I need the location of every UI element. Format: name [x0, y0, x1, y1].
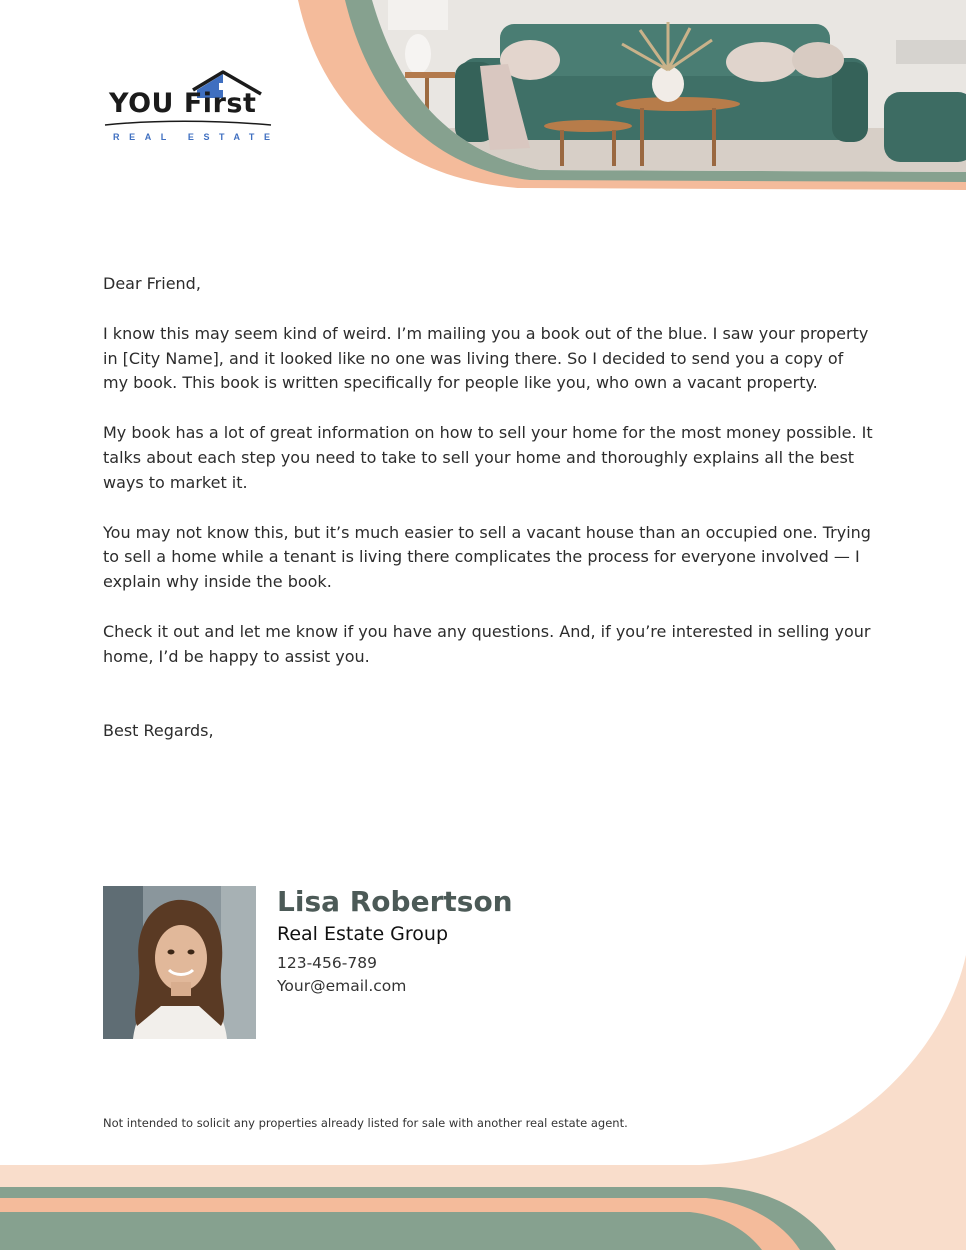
- company-logo: [103, 68, 280, 148]
- letter-closing: Best Regards,: [103, 721, 214, 740]
- letter-paragraph: You may not know this, but it’s much easier to sell a vacant house than an occupied one. Trying to sell a home while a tenant is living there complicates the process for everyone involved — I explain why inside the book.: [103, 522, 871, 592]
- letter-greeting: Dear Friend,: [103, 274, 201, 293]
- signature-block: [277, 884, 513, 998]
- legal-disclaimer: Not intended to solicit any properties already listed for sale with another real estate agent.: [103, 1116, 628, 1130]
- letter-paragraph: My book has a lot of great information on how to sell your home for the most money possible. It talks about each step you need to take to sell your home and thoroughly explains all the best ways to market it.: [103, 423, 873, 492]
- agent-name: Lisa Robertson: [277, 885, 513, 918]
- agent-phone: 123-456-789: [277, 954, 377, 972]
- letter-body: [103, 272, 873, 740]
- agent-company: Real Estate Group: [277, 923, 449, 945]
- logo-tagline: REAL ESTATE: [113, 132, 280, 142]
- footer-sage-band-inner: [0, 1212, 762, 1250]
- letter-paragraph: I know this may seem kind of weird. I’m mailing you a book out of the blue. I saw your property in [City Name], and it looked like no one was living there. So I decided to send you a copy of my book. This book is written specifically for people like you, who own a vacant property.: [103, 323, 869, 393]
- logo-wordmark: YOU First: [109, 88, 257, 119]
- agent-photo: [103, 886, 256, 1039]
- agent-email: Your@email.com: [277, 977, 407, 995]
- letter-paragraph: Check it out and let me know if you have any questions. And, if you’re interested in selling your home, I’d be happy to assist you.: [103, 621, 871, 666]
